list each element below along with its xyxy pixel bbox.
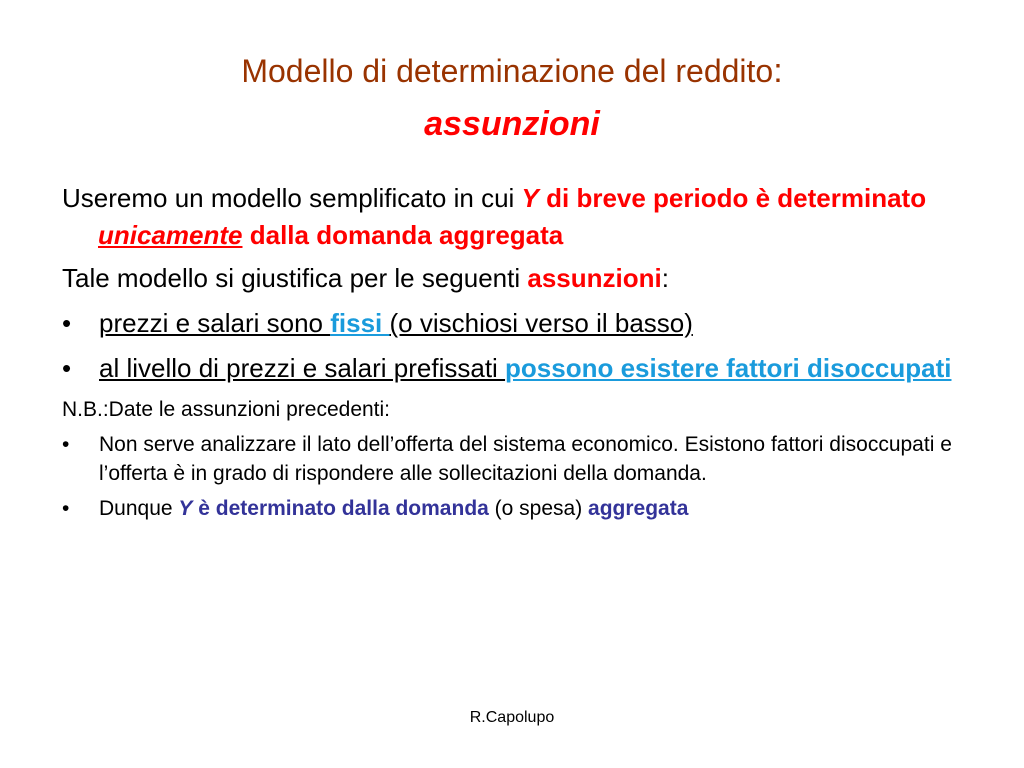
slide-title (0, 48, 1024, 154)
p2-emph: assunzioni (527, 263, 662, 293)
bullet4-y: Y (178, 497, 193, 520)
p2-text: Tale modello si giustifica per le seguenti (62, 263, 528, 293)
bullet-dot: • (62, 353, 72, 383)
bullet-dot: • (62, 308, 72, 338)
bullet1-emph: fissi (330, 308, 390, 338)
p1-prefix: Useremo un modello semplificato in cui (62, 183, 522, 213)
paragraph-assumptions (62, 260, 962, 297)
nb-note: N.B.:Date le assunzioni precedenti: (62, 398, 391, 421)
p2-colon: : (661, 263, 669, 293)
p1-part2: dalla domanda aggregata (242, 220, 564, 250)
bullet4-emph1: è determinato dalla domanda (192, 497, 489, 520)
bullet2-text1: al livello di prezzi e salari prefissati (99, 353, 506, 383)
bullet-unemployed-factors (62, 350, 962, 387)
bullet-conclusion (62, 494, 962, 523)
bullet1-text2: (o vischiosi verso il basso) (389, 308, 693, 338)
bullet-dot: • (62, 497, 70, 520)
bullet-dot: • (62, 433, 70, 456)
p1-y: Y (521, 183, 539, 213)
p1-unicamente: unicamente (98, 220, 243, 250)
bullet4-prefix: Dunque (99, 497, 179, 520)
bullet-supply-side (62, 430, 962, 488)
paragraph-model (62, 180, 962, 254)
title-subtitle: assunzioni (424, 105, 600, 143)
bullet4-mid: (o spesa) (488, 497, 589, 520)
title-main: Modello di determinazione del reddito (241, 53, 774, 89)
bullet3-text: Non serve analizzare il lato dell’offerta del sistema economico. Esistono fattori disoccupati e l’offerta è in grado di rispondere alle sollecitazioni della domanda. (99, 433, 952, 485)
bullet1-text1: prezzi e salari sono (99, 308, 331, 338)
slide-content (62, 180, 962, 523)
bullet4-emph2: aggregata (588, 497, 689, 520)
footer-author: R.Capolupo (469, 709, 555, 726)
bullet2-emph: possono esistere fattori disoccupati (505, 353, 952, 383)
title-colon: : (773, 52, 783, 90)
p1-part1: di breve periodo è determinato (538, 183, 927, 213)
bullet-prices-fixed (62, 305, 962, 342)
